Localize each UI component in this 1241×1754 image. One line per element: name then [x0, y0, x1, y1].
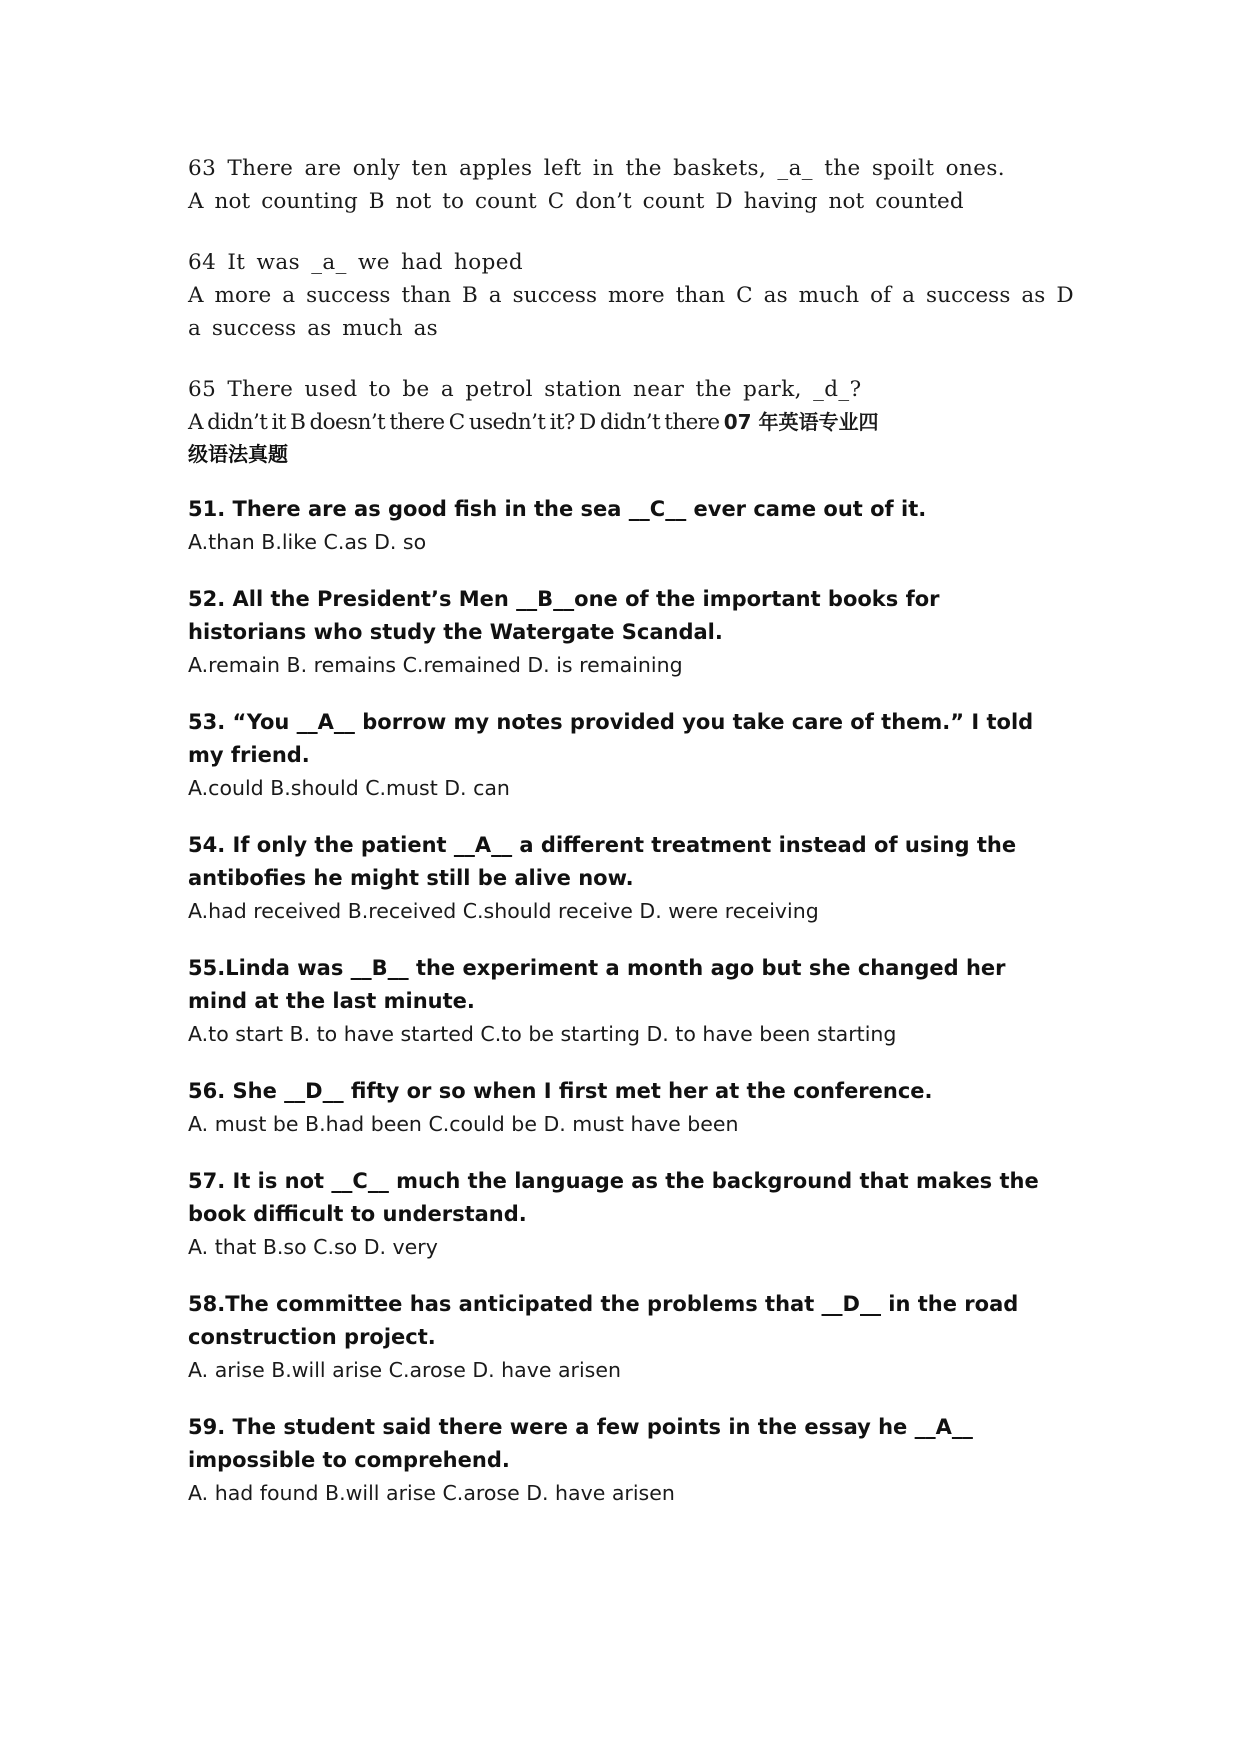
question-options: A. arise B.will arise C.arose D. have arisen: [188, 1358, 621, 1382]
question-65-stem: 65 There used to be a petrol station near the park, _d_?: [188, 377, 862, 402]
question-options: A. must be B.had been C.could be D. must have been: [188, 1112, 739, 1136]
question-options: A.could B.should C.must D. can: [188, 776, 510, 800]
question-stem: 53. “You __A__ borrow my notes provided you take care of them.” I told my friend.: [188, 710, 1034, 767]
question-64-stem: 64 It was _a_ we had hoped: [188, 250, 524, 275]
document-body: [188, 152, 1074, 1510]
question-65: [188, 373, 1060, 469]
question-stem: 54. If only the patient __A__ a different treatment instead of using the antibofies he might still be alive now.: [188, 833, 1017, 890]
question-57: [188, 1165, 1060, 1264]
section-heading-part2: 级语法真题: [188, 442, 288, 466]
question-63-stem: 63 There are only ten apples left in the baskets, _a_ the spoilt ones.: [188, 156, 1005, 181]
question-54: [188, 829, 1060, 928]
question-63: [188, 152, 1060, 218]
question-stem: 57. It is not __C__ much the language as the background that makes the book difficult to understand.: [188, 1169, 1039, 1226]
question-options: A. had found B.will arise C.arose D. have arisen: [188, 1481, 675, 1505]
question-64-options: A more a success than B a success more than C as much of a success as D: [188, 283, 1074, 308]
question-stem: 55.Linda was __B__ the experiment a month ago but she changed her mind at the last minute.: [188, 956, 1006, 1013]
question-64: [188, 246, 1074, 345]
question-options: A. that B.so C.so D. very: [188, 1235, 438, 1259]
question-options: A.than B.like C.as D. so: [188, 530, 427, 554]
question-58: [188, 1288, 1060, 1387]
question-51: [188, 493, 1060, 559]
question-53: [188, 706, 1060, 805]
section-heading-part1: 07 年英语专业四: [723, 410, 879, 434]
question-65-options-line: [188, 406, 1060, 439]
question-63-options: A not counting B not to count C don’t count D having not counted: [188, 189, 964, 214]
question-stem: 51. There are as good fish in the sea __C__ ever came out of it.: [188, 497, 927, 521]
question-options: A.remain B. remains C.remained D. is remaining: [188, 653, 683, 677]
question-stem: 56. She __D__ fifty or so when I first met her at the conference.: [188, 1079, 933, 1103]
question-options: A.had received B.received C.should receive D. were receiving: [188, 899, 819, 923]
question-stem: 59. The student said there were a few points in the essay he __A__ impossible to comprehend.: [188, 1415, 973, 1472]
question-options: A.to start B. to have started C.to be starting D. to have been starting: [188, 1022, 897, 1046]
question-55: [188, 952, 1060, 1051]
question-56: [188, 1075, 1060, 1141]
question-65-options: A didn’t it B doesn’t there C usedn’t it? D didn’t there: [188, 410, 720, 435]
question-64-options-cont: a success as much as: [188, 316, 438, 341]
question-52: [188, 583, 1060, 682]
question-stem: 52. All the President’s Men __B__one of the important books for historians who study the Watergate Scandal.: [188, 587, 940, 644]
question-59: [188, 1411, 1060, 1510]
question-stem: 58.The committee has anticipated the problems that __D__ in the road construction project.: [188, 1292, 1019, 1349]
